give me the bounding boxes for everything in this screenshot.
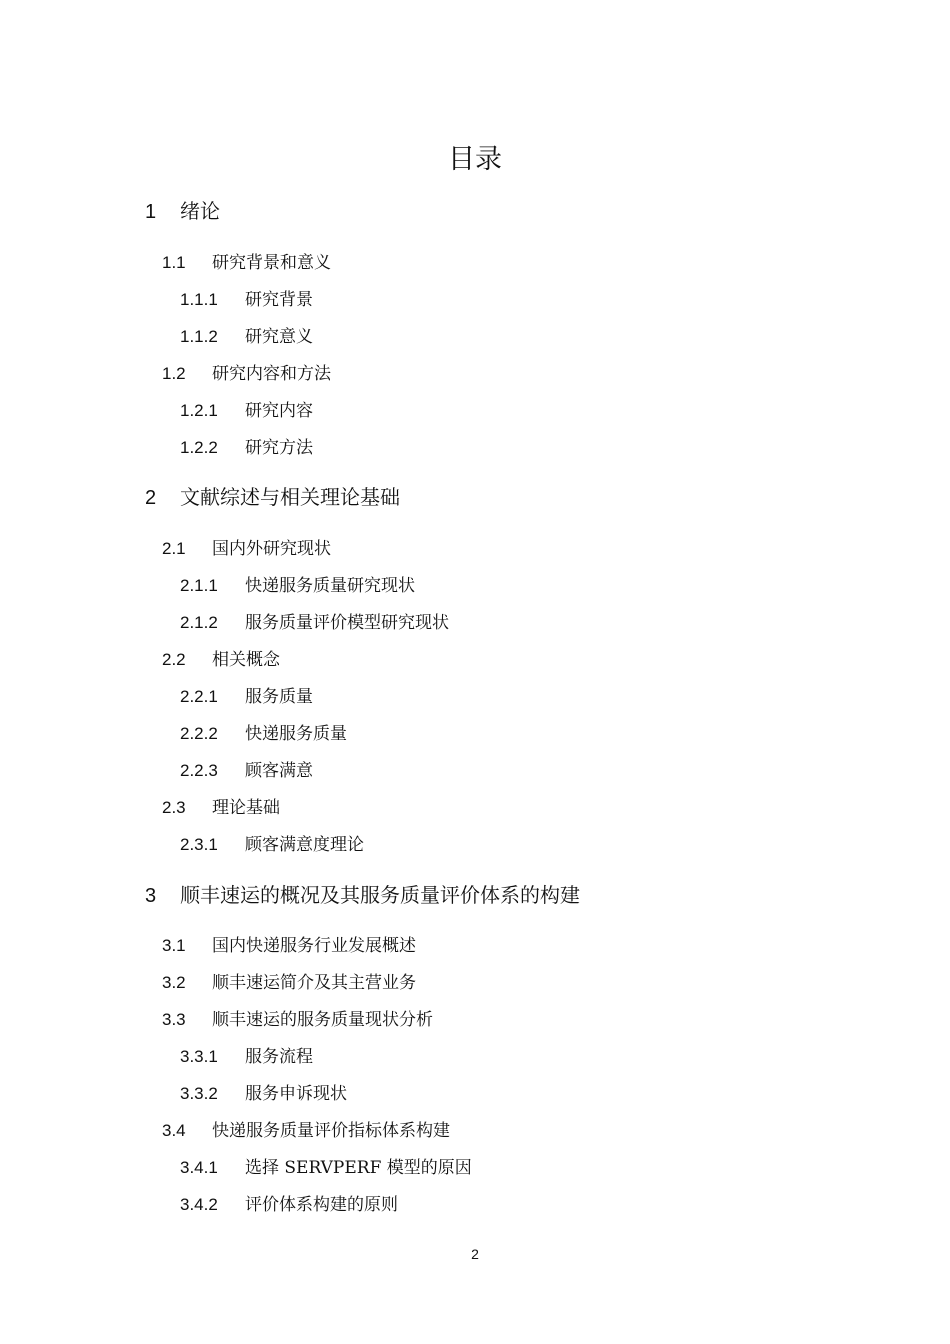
toc-entry-level-1[interactable] (145, 482, 400, 512)
toc-entry-number: 2 (145, 487, 157, 509)
toc-entry-level-3[interactable] (180, 608, 449, 638)
toc-entry-text: 顺丰速运简介及其主营业务 (212, 973, 416, 993)
toc-entry-text: 国内外研究现状 (212, 539, 331, 559)
toc-entry-level-3[interactable] (180, 571, 415, 601)
toc-entry-text: 研究背景和意义 (212, 253, 331, 273)
toc-entry-level-3[interactable] (180, 396, 313, 426)
toc-entry-text: 研究内容和方法 (212, 364, 331, 384)
toc-entry-number: 1.1.1 (180, 290, 218, 309)
toc-entry-number: 2.2.3 (180, 761, 218, 780)
toc-entry-number: 1.1 (162, 253, 186, 272)
toc-entry-text: 研究方法 (245, 438, 313, 458)
toc-entry-level-3[interactable] (180, 682, 313, 712)
toc-entry-text: 选择 SERVPERF 模型的原因 (245, 1158, 472, 1178)
toc-entry-level-3[interactable] (180, 1190, 398, 1220)
toc-entry-text: 服务质量评价模型研究现状 (245, 613, 449, 633)
toc-entry-text: 理论基础 (212, 798, 280, 818)
toc-entry-text: 快递服务质量评价指标体系构建 (212, 1121, 450, 1141)
toc-entry-level-2[interactable] (162, 1005, 433, 1035)
toc-entry-text: 顾客满意度理论 (245, 835, 364, 855)
page-number: 2 (471, 1246, 479, 1262)
toc-entry-level-3[interactable] (180, 433, 313, 463)
toc-entry-number: 3.2 (162, 973, 186, 992)
toc-entry-number: 1.2 (162, 364, 186, 383)
toc-entry-number: 1.2.2 (180, 438, 218, 457)
toc-entry-text: 评价体系构建的原则 (245, 1195, 398, 1215)
toc-entry-number: 2.1.1 (180, 576, 218, 595)
toc-entry-level-3[interactable] (180, 830, 364, 860)
toc-entry-text: 服务申诉现状 (245, 1084, 347, 1104)
toc-entry-text: 顾客满意 (245, 761, 313, 781)
toc-entry-number: 2.2 (162, 650, 186, 669)
toc-entry-level-3[interactable] (180, 1153, 472, 1183)
toc-entry-level-2[interactable] (162, 534, 331, 564)
toc-entry-number: 2.3.1 (180, 835, 218, 854)
toc-entry-number: 3.3 (162, 1010, 186, 1029)
toc-entry-text: 顺丰速运的概况及其服务质量评价体系的构建 (180, 883, 580, 907)
toc-entry-level-3[interactable] (180, 285, 313, 315)
toc-entry-number: 1.1.2 (180, 327, 218, 346)
toc-entry-number: 3.1 (162, 936, 186, 955)
toc-entry-number: 3.3.2 (180, 1084, 218, 1103)
toc-entry-level-2[interactable] (162, 931, 416, 961)
toc-entry-level-2[interactable] (162, 793, 280, 823)
toc-entry-text: 顺丰速运的服务质量现状分析 (212, 1010, 433, 1030)
toc-entry-text: 服务质量 (245, 687, 313, 707)
toc-entry-number: 2.3 (162, 798, 186, 817)
toc-entry-text: 研究意义 (245, 327, 313, 347)
toc-entry-text: 国内快递服务行业发展概述 (212, 936, 416, 956)
toc-entry-level-1[interactable] (145, 196, 220, 226)
toc-entry-text: 相关概念 (212, 650, 280, 670)
toc-entry-level-3[interactable] (180, 322, 313, 352)
toc-entry-level-3[interactable] (180, 719, 347, 749)
toc-entry-number: 3.4 (162, 1121, 186, 1140)
toc-entry-text: 绪论 (180, 199, 220, 223)
toc-entry-number: 2.1.2 (180, 613, 218, 632)
toc-entry-level-2[interactable] (162, 1116, 450, 1146)
toc-entry-level-3[interactable] (180, 1042, 313, 1072)
toc-entry-text: 快递服务质量研究现状 (245, 576, 415, 596)
toc-entry-text: 文献综述与相关理论基础 (180, 485, 400, 509)
toc-entry-level-2[interactable] (162, 968, 416, 998)
toc-entry-level-3[interactable] (180, 756, 313, 786)
toc-entry-level-1[interactable] (145, 880, 580, 910)
toc-entry-text: 研究内容 (245, 401, 313, 421)
toc-title: 目录 (448, 144, 502, 175)
toc-entry-number: 3 (145, 885, 157, 907)
toc-entry-number: 1 (145, 201, 157, 223)
toc-entry-number: 2.2.1 (180, 687, 218, 706)
toc-entry-level-3[interactable] (180, 1079, 347, 1109)
toc-entry-number: 3.4.1 (180, 1158, 218, 1177)
toc-entry-text: 服务流程 (245, 1047, 313, 1067)
toc-entry-text: 研究背景 (245, 290, 313, 310)
toc-entry-number: 2.2.2 (180, 724, 218, 743)
toc-entry-level-2[interactable] (162, 248, 331, 278)
toc-entry-text: 快递服务质量 (245, 724, 347, 744)
toc-entry-number: 3.3.1 (180, 1047, 218, 1066)
toc-entry-number: 3.4.2 (180, 1195, 218, 1214)
toc-entry-level-2[interactable] (162, 359, 331, 389)
toc-entry-level-2[interactable] (162, 645, 280, 675)
toc-entry-number: 2.1 (162, 539, 186, 558)
toc-entry-number: 1.2.1 (180, 401, 218, 420)
